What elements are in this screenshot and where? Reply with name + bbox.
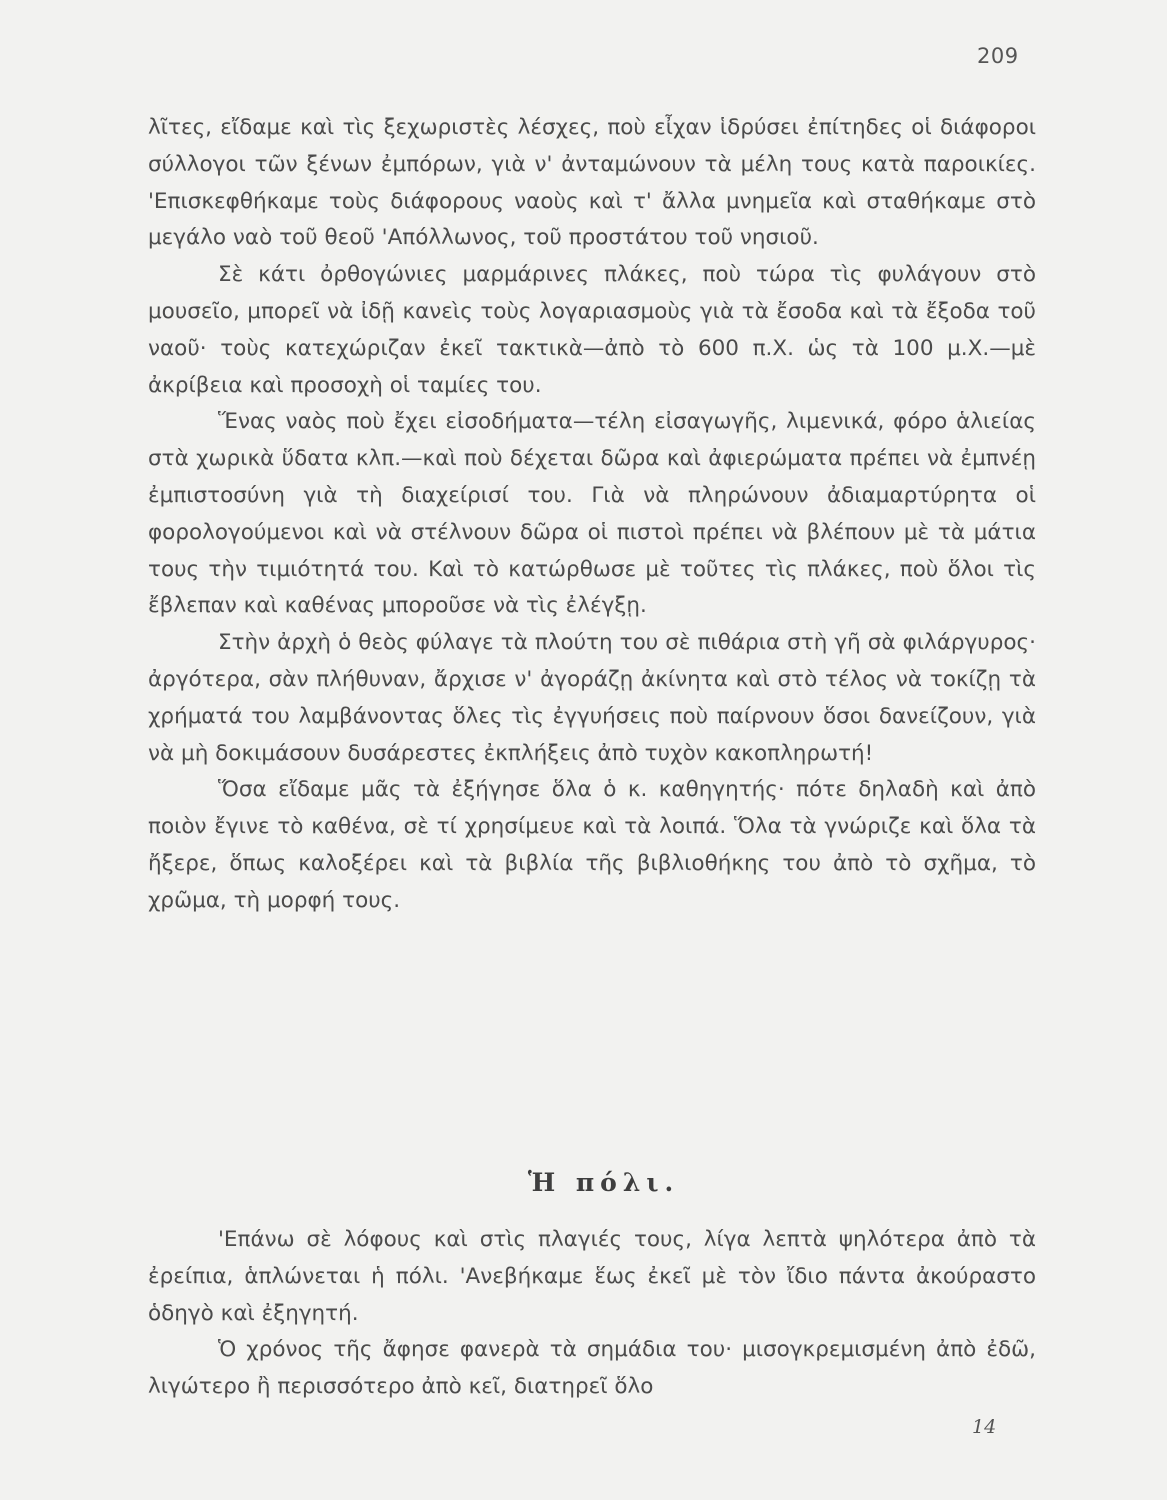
paragraph: Ὅσα εἴδαμε μᾶς τὰ ἐξήγησε ὅλα ὁ κ. καθηγητής· πότε δηλαδὴ καὶ ἀπὸ ποιὸν ἔγινε τὸ καθένα, σὲ τί χρησίμευε καὶ τὰ λοιπά. Ὅλα τὰ γνώριζε καὶ ὅλα τὰ ἤξερε, ὅπως καλοξέρει καὶ τὰ βιβλία τῆς βιβλιοθήκης του ἀπὸ τὸ σχῆμα, τὸ χρῶμα, τὴ μορφή τους.	[148, 777, 1036, 913]
paragraph: λῖτες, εἴδαμε καὶ τὶς ξεχωριστὲς λέσχες, ποὺ εἶχαν ἱδρύσει ἐπίτηδες οἱ διάφοροι σύλλογοι τῶν ξένων ἐμπόρων, γιὰ ν' ἀνταμώνουν τὰ μέλη τους κατὰ παροικίες. 'Επισκεφθήκαμε τοὺς διάφορους ναοὺς καὶ τ' ἄλλα μνημεῖα καὶ σταθήκαμε στὸ μεγάλο ναὸ τοῦ θεοῦ 'Απόλλωνος, τοῦ προστάτου τοῦ νησιοῦ.	[148, 115, 1036, 251]
paragraph: 'Επάνω σὲ λόφους καὶ στὶς πλαγιές τους, λίγα λεπτὰ ψηλότερα ἀπὸ τὰ ἐρείπια, ἁπλώνεται ἡ πόλι. 'Ανεβήκαμε ἕως ἐκεῖ μὲ τὸν ἴδιο πάντα ἀκούραστο ὁδηγὸ καὶ ἐξηγητή.	[148, 1227, 1036, 1326]
signature-mark: 14	[972, 1416, 997, 1438]
body-text-bottom	[148, 1222, 1036, 1406]
paragraph: Ἕνας ναὸς ποὺ ἔχει εἰσοδήματα—τέλη εἰσαγωγῆς, λιμενικά, φόρο ἁλιείας στὰ χωρικὰ ὕδατα κλπ.—καὶ ποὺ δέχεται δῶρα καὶ ἀφιερώματα πρέπει νὰ ἐμπνέῃ ἐμπιστοσύνη γιὰ τὴ διαχείρισί του. Γιὰ νὰ πληρώνουν ἀδιαμαρτύρητα οἱ φορολογούμενοι καὶ νὰ στέλνουν δῶρα οἱ πιστοὶ πρέπει νὰ βλέπουν μὲ τὰ μάτια τους τὴν τιμιότητά του. Καὶ τὸ κατώρθωσε μὲ τοῦτες τὶς πλάκες, ποὺ ὅλοι τὶς ἔβλεπαν καὶ καθένας μποροῦσε νὰ τὶς ἐλέγξῃ.	[148, 409, 1036, 619]
page-number: 209	[977, 44, 1019, 68]
body-text-top	[148, 110, 1036, 920]
paragraph: Σὲ κάτι ὀρθογώνιες μαρμάρινες πλάκες, ποὺ τώρα τὶς φυλάγουν στὸ μουσεῖο, μπορεῖ νὰ ἰδῇ κανεὶς τοὺς λογαριασμοὺς γιὰ τὰ ἔσοδα καὶ τὰ ἔξοδα τοῦ ναοῦ· τοὺς κατεχώριζαν ἐκεῖ τακτικὰ—ἀπὸ τὸ 600 π.Χ. ὡς τὰ 100 μ.Χ.—μὲ ἀκρίβεια καὶ προσοχὴ οἱ ταμίες του.	[148, 262, 1036, 398]
paragraph: Στὴν ἀρχὴ ὁ θεὸς φύλαγε τὰ πλούτη του σὲ πιθάρια στὴ γῆ σὰ φιλάργυρος· ἀργότερα, σὰν πλήθυναν, ἄρχισε ν' ἀγοράζῃ ἀκίνητα καὶ στὸ τέλος νὰ τοκίζῃ τὰ χρήματά του λαμβάνοντας ὅλες τὶς ἐγγυήσεις ποὺ παίρνουν ὅσοι δανείζουν, γιὰ νὰ μὴ δοκιμάσουν δυσάρεστες ἐκπλήξεις ἀπὸ τυχὸν κακοπληρωτή!	[148, 630, 1036, 766]
paragraph: Ὁ χρόνος τῆς ἄφησε φανερὰ τὰ σημάδια του· μισογκρεμισμένη ἀπὸ ἐδῶ, λιγώτερο ἢ περισσότερο ἀπὸ κεῖ, διατηρεῖ ὅλο	[148, 1337, 1036, 1400]
section-heading: Ἡ πόλι.	[527, 1168, 680, 1197]
